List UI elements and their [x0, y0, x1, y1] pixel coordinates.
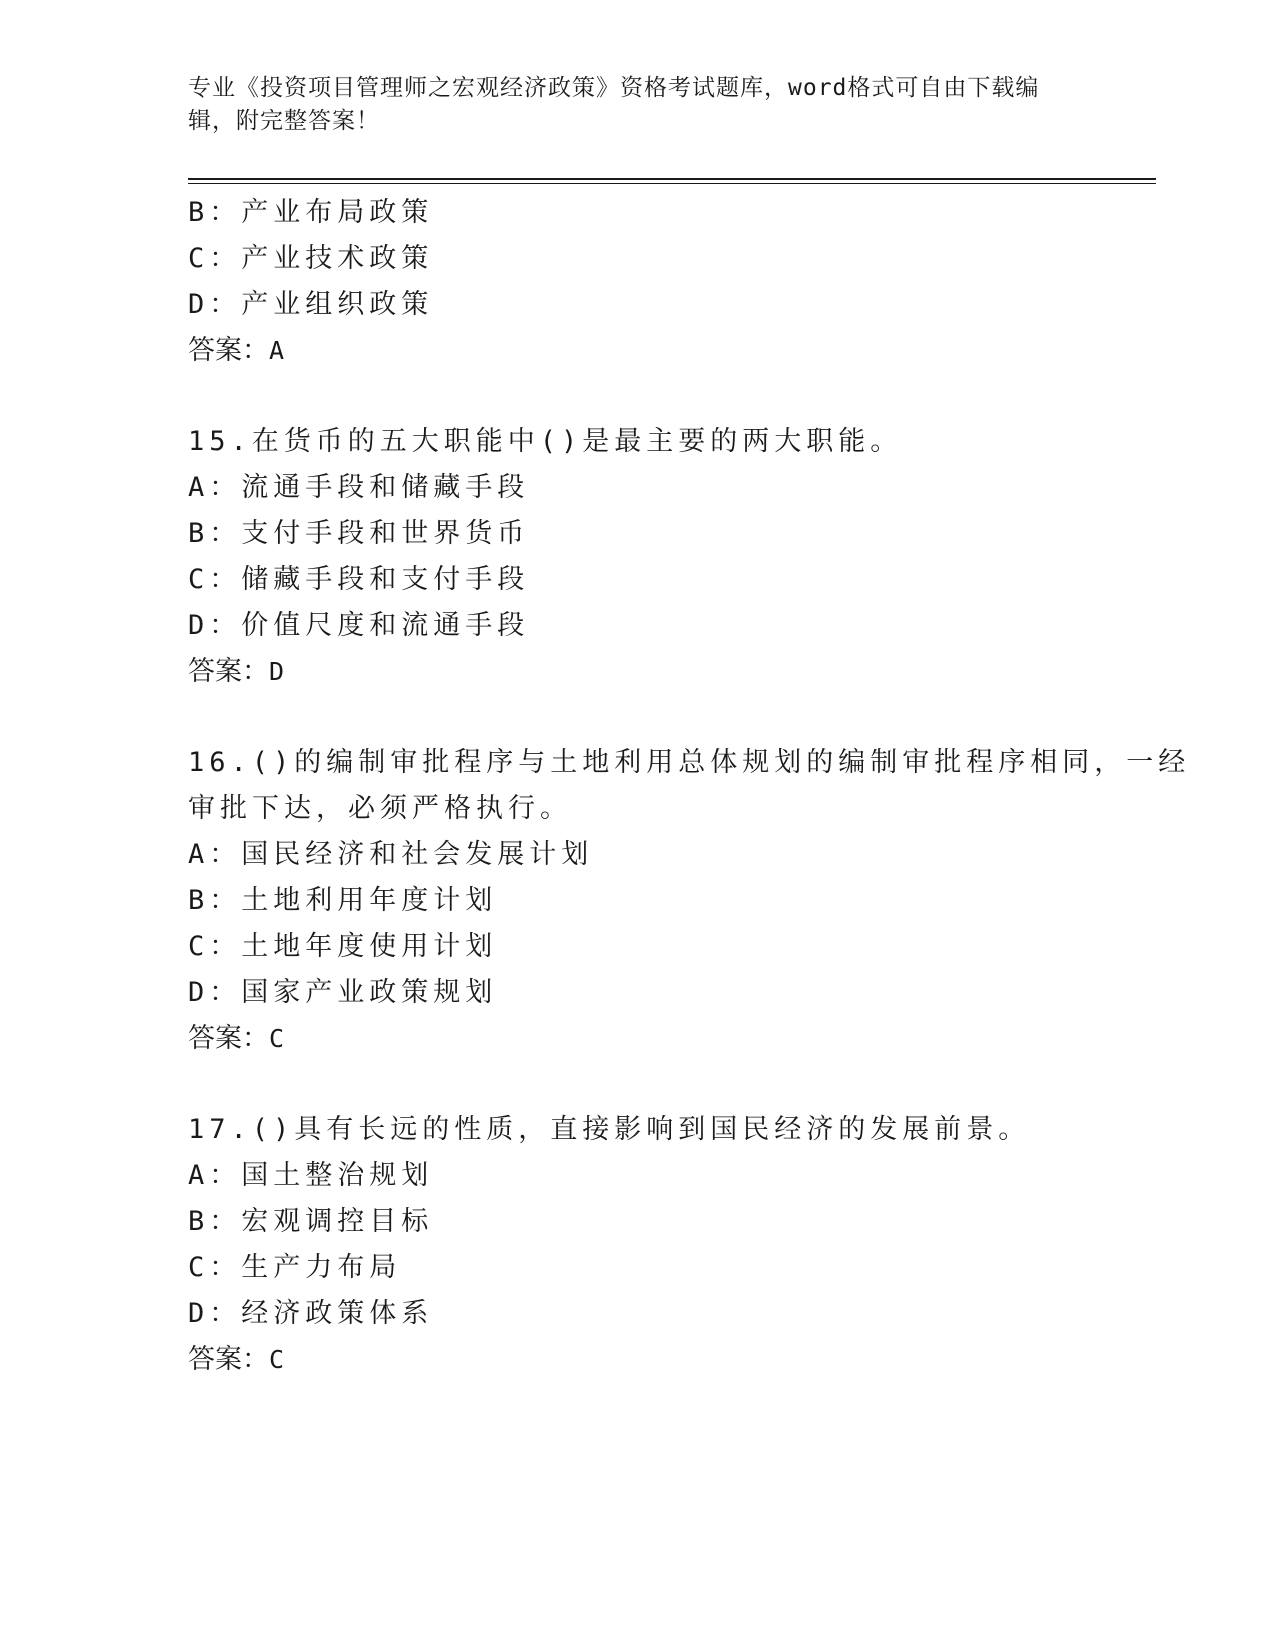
option-c: C：土地年度使用计划	[188, 931, 498, 962]
answer-label: 答案：	[188, 335, 269, 366]
spacer	[188, 695, 1088, 740]
answer-line	[188, 1016, 1088, 1062]
page-header: 专业《投资项目管理师之宏观经济政策》资格考试题库，word格式可自由下载编辑，附完整答案！	[188, 75, 1040, 134]
option-d: D：价值尺度和流通手段	[188, 610, 530, 641]
option-c: C：生产力布局	[188, 1252, 402, 1283]
question-stem-line-1: 16.()的编制审批程序与土地利用总体规划的编制审批程序相同，一经	[188, 747, 1191, 778]
header-rule-thin	[188, 183, 1156, 184]
option-a: A：国土整治规划	[188, 1160, 434, 1191]
spacer	[188, 374, 1088, 419]
option-b: B：土地利用年度计划	[188, 885, 498, 916]
question-stem: 15.在货币的五大职能中()是最主要的两大职能。	[188, 426, 903, 457]
question-stem: 17.()具有长远的性质，直接影响到国民经济的发展前景。	[188, 1114, 1031, 1145]
option-b: B：宏观调控目标	[188, 1206, 434, 1237]
answer-label: 答案：	[188, 656, 269, 687]
answer-line	[188, 328, 1088, 374]
answer-label: 答案：	[188, 1023, 269, 1054]
answer-line	[188, 649, 1088, 695]
option-b: B：产业布局政策	[188, 197, 434, 228]
option-d: D：产业组织政策	[188, 289, 434, 320]
answer-value: D	[269, 657, 285, 686]
option-b: B：支付手段和世界货币	[188, 518, 530, 549]
question-content	[188, 190, 1191, 1383]
answer-value: A	[269, 336, 285, 365]
option-a: A：流通手段和储藏手段	[188, 472, 530, 503]
spacer	[188, 1062, 1088, 1107]
answer-value: C	[269, 1024, 285, 1053]
header-rule-thick	[188, 178, 1156, 180]
question-stem-line-2: 审批下达，必须严格执行。	[188, 793, 572, 824]
option-d: D：经济政策体系	[188, 1298, 434, 1329]
answer-value: C	[269, 1345, 285, 1374]
option-c: C：储藏手段和支付手段	[188, 564, 530, 595]
option-d: D：国家产业政策规划	[188, 977, 498, 1008]
option-c: C：产业技术政策	[188, 243, 434, 274]
option-a: A：国民经济和社会发展计划	[188, 839, 594, 870]
answer-label: 答案：	[188, 1344, 269, 1375]
answer-line	[188, 1337, 1088, 1383]
